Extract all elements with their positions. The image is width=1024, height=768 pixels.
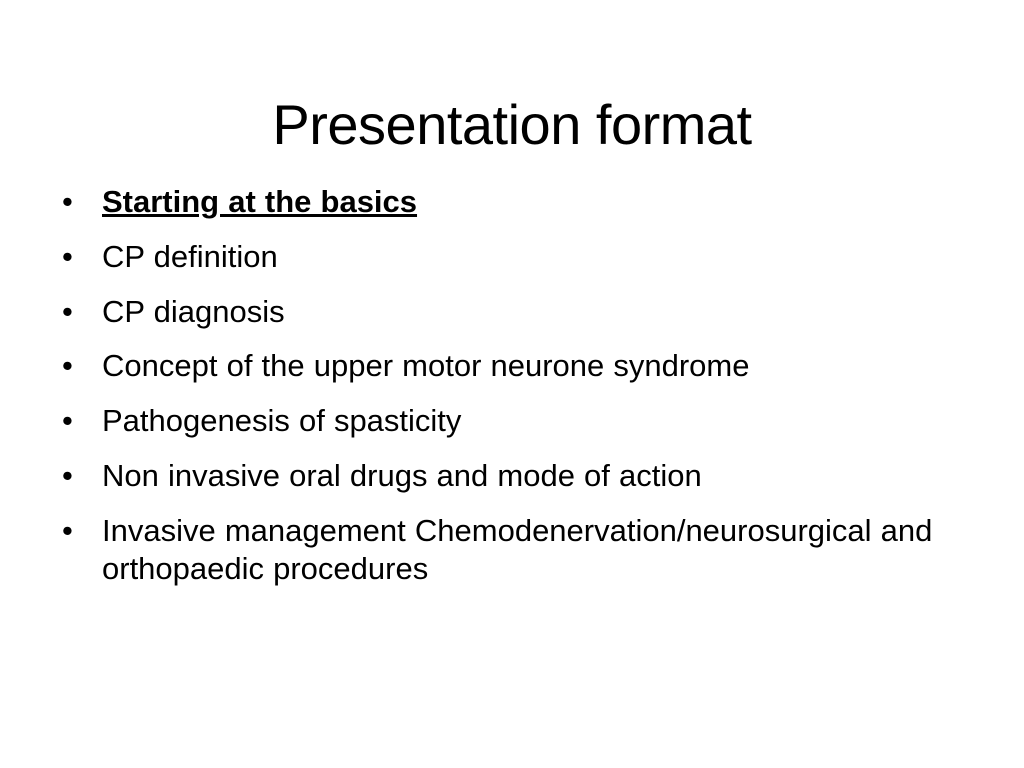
list-item-label: Non invasive oral drugs and mode of action xyxy=(102,458,702,494)
list-item-label: CP definition xyxy=(102,238,278,274)
bullet-marker-icon: • xyxy=(62,184,73,219)
list-item-label: Pathogenesis of spasticity xyxy=(102,403,462,439)
bullet-list xyxy=(52,183,972,605)
list-item xyxy=(52,293,972,331)
list-item xyxy=(52,347,972,385)
bullet-marker-icon: • xyxy=(62,512,73,548)
list-item-label: CP diagnosis xyxy=(102,293,285,329)
bullet-marker-icon: • xyxy=(62,403,73,439)
list-item-label: Starting at the basics xyxy=(102,184,418,219)
list-item xyxy=(52,183,972,221)
list-item xyxy=(52,512,972,588)
list-item xyxy=(52,457,972,495)
page-title: Presentation format xyxy=(272,92,752,156)
bullet-marker-icon: • xyxy=(62,348,73,384)
bullet-marker-icon: • xyxy=(62,293,73,329)
bullet-marker-icon: • xyxy=(62,458,73,494)
list-item xyxy=(52,238,972,276)
list-item xyxy=(52,402,972,440)
list-item-label: Concept of the upper motor neurone syndrome xyxy=(102,348,750,384)
list-item-label: Invasive management Chemodenervation/neurosurgical and orthopaedic procedures xyxy=(102,512,933,586)
bullet-marker-icon: • xyxy=(62,238,73,274)
